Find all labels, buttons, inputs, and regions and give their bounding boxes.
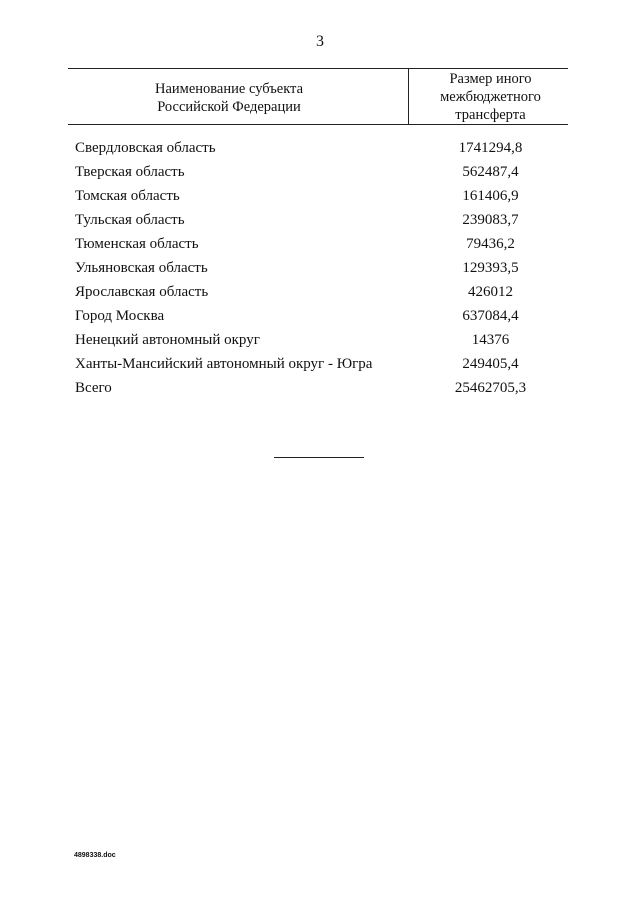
row-subject-name: Ульяновская область xyxy=(75,260,208,276)
header-subject-line: Наименование субъекта xyxy=(154,81,304,97)
table-total-row xyxy=(68,378,568,402)
header-amount-line: Размер иного xyxy=(449,71,532,87)
table-row xyxy=(68,162,568,186)
row-subject-name: Томская область xyxy=(75,188,180,204)
row-subject-name: Тульская область xyxy=(75,212,185,228)
row-transfer-amount: 562487,4 xyxy=(462,164,519,180)
row-transfer-amount: 239083,7 xyxy=(462,212,519,228)
total-amount: 25462705,3 xyxy=(454,380,527,396)
table-row xyxy=(68,138,568,162)
header-amount-line: межбюджетного xyxy=(440,89,541,105)
header-amount-line: трансферта xyxy=(455,107,526,123)
header-subject-line: Российской Федерации xyxy=(157,99,301,115)
row-transfer-amount: 637084,4 xyxy=(462,308,519,324)
row-transfer-amount: 161406,9 xyxy=(462,188,519,204)
table-row xyxy=(68,258,568,282)
document-file-id: 4898338.doc xyxy=(74,852,116,859)
table-row xyxy=(68,330,568,354)
table-row xyxy=(68,234,568,258)
row-transfer-amount: 129393,5 xyxy=(462,260,519,276)
transfer-table xyxy=(68,68,568,396)
total-label: Всего xyxy=(75,380,112,396)
row-subject-name: Ханты-Мансийский автономный округ - Югра xyxy=(75,356,373,372)
table-header xyxy=(68,68,568,125)
table-row xyxy=(68,306,568,330)
row-subject-name: Ярославская область xyxy=(75,284,209,300)
row-transfer-amount: 14376 xyxy=(471,332,510,348)
page-number: 3 xyxy=(316,33,324,50)
table-body xyxy=(68,138,568,402)
table-row xyxy=(68,186,568,210)
row-transfer-amount: 426012 xyxy=(468,284,513,300)
row-transfer-amount: 79436,2 xyxy=(466,236,515,252)
table-row xyxy=(68,354,568,378)
row-subject-name: Ненецкий автономный округ xyxy=(75,332,260,348)
row-transfer-amount: 249405,4 xyxy=(462,356,519,372)
row-transfer-amount: 1741294,8 xyxy=(458,140,523,156)
table-row xyxy=(68,210,568,234)
table-row xyxy=(68,282,568,306)
header-column-divider xyxy=(408,69,409,124)
header-subject-name xyxy=(68,80,390,116)
row-subject-name: Город Москва xyxy=(75,308,165,324)
row-subject-name: Тверская область xyxy=(75,164,185,180)
header-transfer-amount xyxy=(413,70,568,124)
end-of-table-rule xyxy=(274,457,364,458)
row-subject-name: Тюменская область xyxy=(75,236,199,252)
row-subject-name: Свердловская область xyxy=(75,140,216,156)
